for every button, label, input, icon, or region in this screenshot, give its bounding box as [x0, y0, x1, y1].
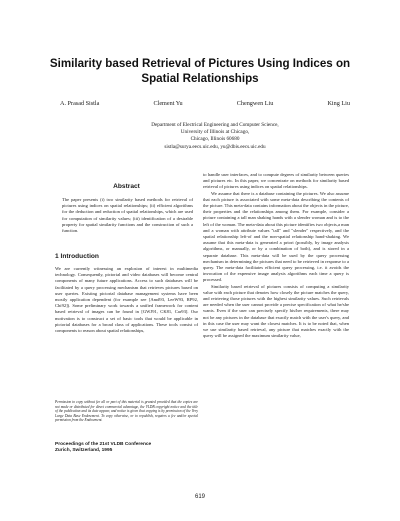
- proceedings-info: [55, 442, 198, 454]
- right-paragraph-1: to handle user interfaces, and to compute degrees of similarity between queries and pictures etc. In this paper, we concentrate on methods for similarity based retrieval of pictures using indices on spatial relationships.: [203, 172, 349, 190]
- affiliation-univ: University of Illinois at Chicago,: [180, 129, 250, 136]
- abstract-text: The paper presents (i) two similarity based methods for retrieval of pictures using indices on spatial relationships; (ii) efficient algorithms for the deduction and reduction of spatial relationships, which are used for computation of similarity values; (iii) identification of a desirable property for spatial similarity functions and the construction of such a function.: [62, 197, 193, 234]
- proceedings-line-2: Zurich, Switzerland, 1995: [55, 448, 113, 453]
- right-paragraph-3: Similarity based retrieval of pictures consists of computing a similarity value with each picture that denotes how closely the picture matches the query, and retrieving those pictures with the highest similarity values. Such retrievals are needed when the user cannot provide a precise specification of what he/she wants. Even if the user can precisely specify his/her requirements, there may not be any pictures in the database that exactly match with the user's query, and in this case the user may want the closest matches. It is to be noted that, when we use similarity based retrieval, any picture that matches exactly with the query will be assigned the maximum similarity value,: [203, 283, 349, 339]
- author-1: A. Prasad Sistla: [60, 100, 100, 107]
- title-line-1: Similarity based Retrieval of Pictures Using Indices on: [49, 57, 351, 70]
- author-3: Chengwen Liu: [236, 100, 274, 107]
- affiliation-city: Chicago, Illinois 60680: [190, 136, 240, 143]
- intro-heading: 1 Introduction: [55, 253, 99, 260]
- abstract-heading: Abstract: [113, 183, 140, 190]
- affiliation-emails: sistla@surya.eecs.uic.edu, yu@dbis.eecs.uic.edu: [164, 143, 266, 150]
- author-4: King Liu: [327, 100, 350, 107]
- proceedings-line-1: Proceedings of the 21st VLDB Conference: [55, 442, 152, 447]
- permission-notice: [55, 400, 198, 423]
- intro-text: We are currently witnessing an explosion of interest in multimedia technology. Consequently, pictorial and video databases will become central components of many future applications. Access to such databases will be facilitated by a query processing mechanism that retrieves pictures based on user queries. Existing pictorial database management systems have been mostly application dependent (for example see [Amd93, LeeW93, RP92, Chi92]). Some preliminary work towards a unified framework for content based retrieval of images can be found in [GWJ91, CK81, Car93]. Our motivation is to construct a set of basic tools that would be applicable in pictorial databases for a broad class of applications. These tools consist of components to reason about spatial relationships,: [55, 266, 198, 334]
- affiliation: [95, 122, 335, 151]
- affiliation-dept: Department of Electrical Engineering and Computer Science,: [151, 122, 279, 128]
- page-number: 619: [194, 494, 205, 500]
- title-line-2: Spatial Relationships: [141, 72, 259, 85]
- right-paragraph-2: We assume that there is a database containing the pictures. We also assume that each picture is associated with some meta-data describing the contents of the picture. This meta-data contains information about the objects in the picture, their properties and the relationships among them. For example, consider a picture containing a tall man shaking hands with a slender woman and is to the left of the woman. The meta-data about this picture identifies two objects,a man and a woman with attribute values "tall" and "slender" respectively, and the spatial relationship left-of and the non-spatial relationship hand-shaking. We assume that this meta-data is generated a priori (possibly, by image analysis algorithms, or manually, or by a combination of both), and is stored in a separate database. This meta-data will be used by the query processing mechanism in determining the pictures that need to be retrieved in response to a query. The meta-data facilitates efficient query processing, i.e. it avoids the invocation of the expensive image analysis algorithms each time a query is processed.: [203, 190, 349, 283]
- paper-title: [20, 56, 380, 86]
- author-list: [60, 100, 350, 107]
- permission-text: Permission to copy without fee all or part of this material is granted provided that the copies are not made or distributed for direct commercial advantage, the VLDB copyright notice and the title of the publication and its date appear, and notice is given that copying is by permission of the Very Large Data Base Endowment. To copy otherwise, or to republish, requires a fee and/or special permission from the Endowment.: [55, 400, 198, 423]
- author-2: Clement Yu: [153, 100, 183, 107]
